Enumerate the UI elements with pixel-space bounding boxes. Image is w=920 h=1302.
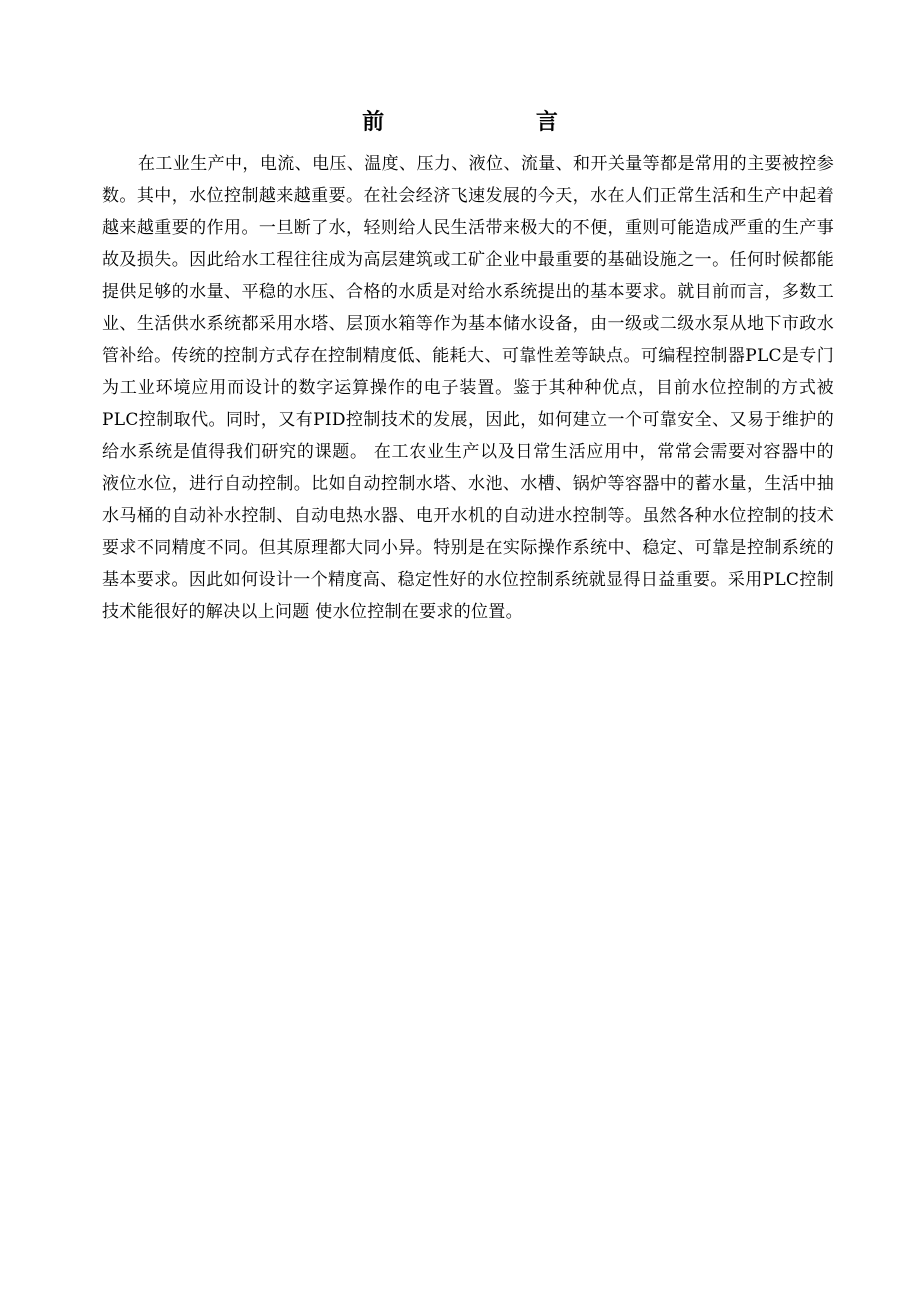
body-paragraph: 在工业生产中，电流、电压、温度、压力、液位、流量、和开关量等都是常用的主要被控参数。其中，水位控制越来越重要。在社会经济飞速发展的今天，水在人们正常生活和生产中起着越来越重要的作用。一旦断了水，轻则给人民生活带来极大的不便，重则可能造成严重的生产事故及损失。因此给水工程往往成为高层建筑或工矿企业中最重要的基础设施之一。任何时候都能提供足够的水量、平稳的水压、合格的水质是对给水系统提出的基本要求。就目前而言，多数工业、生活供水系统都采用水塔、层顶水箱等作为基本储水设备，由一级或二级水泵从地下市政水管补给。传统的控制方式存在控制精度低、能耗大、可靠性差等缺点。可编程控制器PLC是专门为工业环境应用而设计的数字运算操作的电子装置。鉴于其种种优点，目前水位控制的方式被PLC控制取代。同时，又有PID控制技术的发展，因此，如何建立一个可靠安全、又易于维护的给水系统是值得我们研究的课题。 在工农业生产以及日常生活应用中，常常会需要对容器中的液位水位，进行自动控制。比如自动控制水塔、水池、水槽、锅炉等容器中的蓄水量，生活中抽水马桶的自动补水控制、自动电热水器、电开水机的自动进水控制等。虽然各种水位控制的技术要求不同精度不同。但其原理都大同小异。特别是在实际操作系统中、稳定、可靠是控制系统的基本要求。因此如何设计一个精度高、稳定性好的水位控制系统就显得日益重要。采用PLC控制技术能很好的解决以上问题 使水位控制在要求的位置。	[102, 154, 834, 622]
page-title: 前 言	[362, 109, 630, 135]
